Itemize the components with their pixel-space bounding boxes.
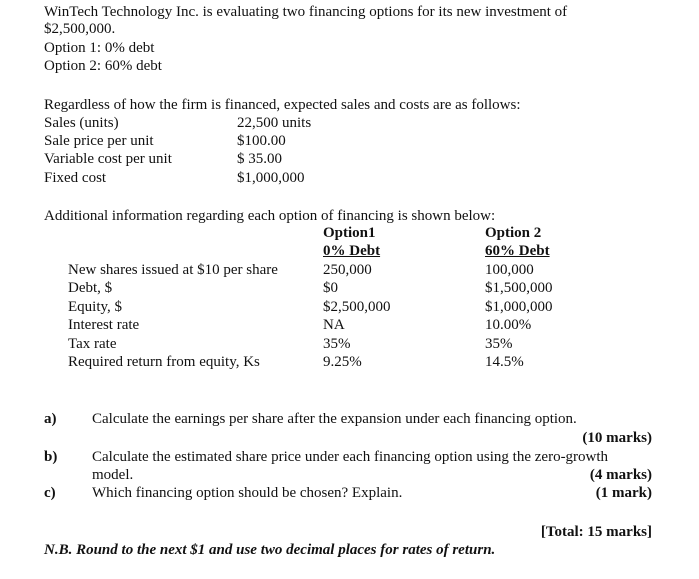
question-b-letter: b) <box>44 449 58 465</box>
row-label: Tax rate <box>68 336 117 352</box>
question-a-marks: (10 marks) <box>582 430 652 446</box>
row-opt2: $1,000,000 <box>485 299 553 315</box>
row-label: Equity, $ <box>68 299 123 315</box>
row-opt1: NA <box>323 317 345 333</box>
sale-price-label: Sale price per unit <box>44 133 154 149</box>
rounding-note: N.B. Round to the next $1 and use two decimal places for rates of return. <box>44 542 496 558</box>
row-label: Debt, $ <box>68 280 113 296</box>
row-opt2: $1,500,000 <box>485 280 553 296</box>
sale-price-value: $100.00 <box>237 133 286 149</box>
option-1-text: Option 1: 0% debt <box>44 40 155 56</box>
sales-heading: Regardless of how the firm is financed, expected sales and costs are as follows: <box>44 97 521 113</box>
row-label: New shares issued at $10 per share <box>68 262 278 278</box>
question-a-letter: a) <box>44 411 57 427</box>
variable-cost-label: Variable cost per unit <box>44 151 172 167</box>
fixed-cost-label: Fixed cost <box>44 170 107 186</box>
question-a-text: Calculate the earnings per share after the expansion under each financing option. <box>92 411 577 427</box>
question-b-text-line-2: model. <box>92 467 134 483</box>
fixed-cost-value: $1,000,000 <box>237 170 305 186</box>
col2-title: Option 2 <box>485 225 542 241</box>
intro-line-2: $2,500,000. <box>44 21 116 37</box>
sales-value: 22,500 units <box>237 115 312 131</box>
variable-cost-value: $ 35.00 <box>237 151 282 167</box>
row-label: Required return from equity, Ks <box>68 354 260 370</box>
financing-heading: Additional information regarding each option of financing is shown below: <box>44 208 496 224</box>
row-opt2: 10.00% <box>485 317 532 333</box>
row-opt1: $0 <box>323 280 338 296</box>
row-opt2: 35% <box>485 336 513 352</box>
question-c-letter: c) <box>44 485 56 501</box>
question-b-text: Calculate the estimated share price under each financing option using the zero-growth <box>92 449 609 465</box>
option-2-text: Option 2: 60% debt <box>44 58 162 74</box>
row-opt2: 100,000 <box>485 262 534 278</box>
row-opt2: 14.5% <box>485 354 524 370</box>
row-opt1: 35% <box>323 336 351 352</box>
question-c-text: Which financing option should be chosen? Explain. <box>92 485 403 501</box>
intro-line-1: WinTech Technology Inc. is evaluating two financing options for its new investment of <box>44 4 568 20</box>
question-c-marks: (1 mark) <box>595 485 652 501</box>
sales-label: Sales (units) <box>44 115 119 131</box>
col1-title: Option1 <box>323 225 376 241</box>
col1-subtitle: 0% Debt <box>323 243 381 259</box>
question-b-marks: (4 marks) <box>589 467 652 483</box>
row-opt1: $2,500,000 <box>323 299 391 315</box>
row-opt1: 9.25% <box>323 354 362 370</box>
total-marks: [Total: 15 marks] <box>540 524 652 540</box>
row-opt1: 250,000 <box>323 262 372 278</box>
row-label: Interest rate <box>68 317 140 333</box>
col2-subtitle: 60% Debt <box>485 243 550 259</box>
